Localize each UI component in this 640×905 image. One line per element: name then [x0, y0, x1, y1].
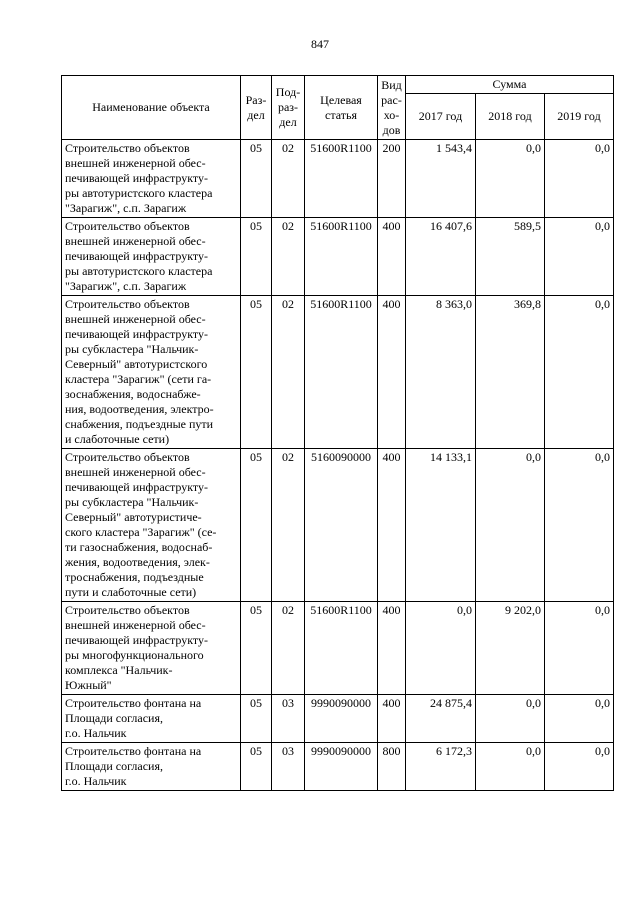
budget-table [61, 75, 614, 791]
cell-sum-2019: 0,0 [545, 449, 614, 602]
cell-sum-2019: 0,0 [545, 602, 614, 695]
cell-subsection: 02 [272, 449, 305, 602]
header-name: Наименование объекта [62, 76, 241, 140]
cell-sum-2018: 589,5 [476, 218, 545, 296]
header-subsection-label: Под- раз- дел [275, 85, 301, 129]
cell-subsection: 03 [272, 743, 305, 791]
cell-expense-type: 200 [378, 140, 406, 218]
header-target-article-label: Целевая статья [320, 92, 362, 122]
cell-section: 05 [241, 449, 272, 602]
cell-object-name: Строительство фонтана на Площади согласия, г.о. Нальчик [62, 743, 241, 791]
cell-sum-2017: 1 543,4 [406, 140, 476, 218]
cell-sum-2018: 0,0 [476, 449, 545, 602]
cell-target-article: 51600R1100 [305, 140, 378, 218]
header-section-label: Раз- дел [245, 92, 267, 122]
cell-subsection: 02 [272, 602, 305, 695]
cell-sum-2018: 369,8 [476, 296, 545, 449]
cell-section: 05 [241, 602, 272, 695]
cell-object-name: Строительство объектов внешней инженерной обес- печивающей инфраструкту- ры субкластера "Нальчик- Северный" автотуристиче- ского кластера "Зарагиж" (се- ти газоснабжения, водоснаб- жения, водоотведения, элек- троснабжения, подъездные пути и слаботочные сети) [62, 449, 241, 602]
header-subsection [272, 76, 305, 140]
header-target-article [305, 76, 378, 140]
cell-expense-type: 800 [378, 743, 406, 791]
cell-expense-type: 400 [378, 602, 406, 695]
cell-expense-type: 400 [378, 218, 406, 296]
header-sum: Сумма [406, 76, 614, 94]
header-year-2019: 2019 год [545, 94, 614, 140]
cell-section: 05 [241, 695, 272, 743]
cell-sum-2018: 0,0 [476, 695, 545, 743]
cell-section: 05 [241, 296, 272, 449]
cell-object-name: Строительство объектов внешней инженерной обес- печивающей инфраструкту- ры многофункционального комплекса "Нальчик- Южный" [62, 602, 241, 695]
cell-expense-type: 400 [378, 296, 406, 449]
cell-sum-2017: 16 407,6 [406, 218, 476, 296]
header-year-2018: 2018 год [476, 94, 545, 140]
page-number: 847 [311, 37, 329, 51]
cell-sum-2019: 0,0 [545, 296, 614, 449]
cell-sum-2017: 0,0 [406, 602, 476, 695]
table-row [62, 602, 614, 695]
cell-sum-2019: 0,0 [545, 743, 614, 791]
cell-sum-2019: 0,0 [545, 140, 614, 218]
cell-target-article: 9990090000 [305, 743, 378, 791]
table-row [62, 218, 614, 296]
table-row [62, 695, 614, 743]
header-year-2017: 2017 год [406, 94, 476, 140]
cell-target-article: 51600R1100 [305, 218, 378, 296]
header-expense-type-label: Вид рас- хо- дов [381, 77, 402, 137]
cell-sum-2019: 0,0 [545, 218, 614, 296]
header-expense-type [378, 76, 406, 140]
cell-object-name: Строительство фонтана на Площади согласия, г.о. Нальчик [62, 695, 241, 743]
cell-target-article: 51600R1100 [305, 602, 378, 695]
table-row [62, 743, 614, 791]
cell-subsection: 03 [272, 695, 305, 743]
cell-expense-type: 400 [378, 449, 406, 602]
cell-section: 05 [241, 140, 272, 218]
cell-sum-2017: 14 133,1 [406, 449, 476, 602]
cell-object-name: Строительство объектов внешней инженерной обес- печивающей инфраструкту- ры автотуристского кластера "Зарагиж", с.п. Зарагиж [62, 140, 241, 218]
cell-sum-2018: 0,0 [476, 140, 545, 218]
cell-sum-2019: 0,0 [545, 695, 614, 743]
cell-subsection: 02 [272, 218, 305, 296]
cell-subsection: 02 [272, 296, 305, 449]
cell-target-article: 5160090000 [305, 449, 378, 602]
cell-sum-2018: 0,0 [476, 743, 545, 791]
cell-subsection: 02 [272, 140, 305, 218]
table-row [62, 449, 614, 602]
cell-sum-2017: 6 172,3 [406, 743, 476, 791]
cell-sum-2017: 24 875,4 [406, 695, 476, 743]
table-row [62, 296, 614, 449]
cell-section: 05 [241, 743, 272, 791]
cell-sum-2018: 9 202,0 [476, 602, 545, 695]
cell-object-name: Строительство объектов внешней инженерной обес- печивающей инфраструкту- ры субкластера "Нальчик- Северный" автотуристского кластера "Зарагиж" (сети га- зоснабжения, водоснабже- ния, водоотведения, электро- снабжения, подъездные пути и слаботочные сети) [62, 296, 241, 449]
table-row [62, 140, 614, 218]
header-section [241, 76, 272, 140]
cell-target-article: 51600R1100 [305, 296, 378, 449]
cell-expense-type: 400 [378, 695, 406, 743]
cell-section: 05 [241, 218, 272, 296]
cell-sum-2017: 8 363,0 [406, 296, 476, 449]
cell-object-name: Строительство объектов внешней инженерной обес- печивающей инфраструкту- ры автотуристского кластера "Зарагиж", с.п. Зарагиж [62, 218, 241, 296]
cell-target-article: 9990090000 [305, 695, 378, 743]
